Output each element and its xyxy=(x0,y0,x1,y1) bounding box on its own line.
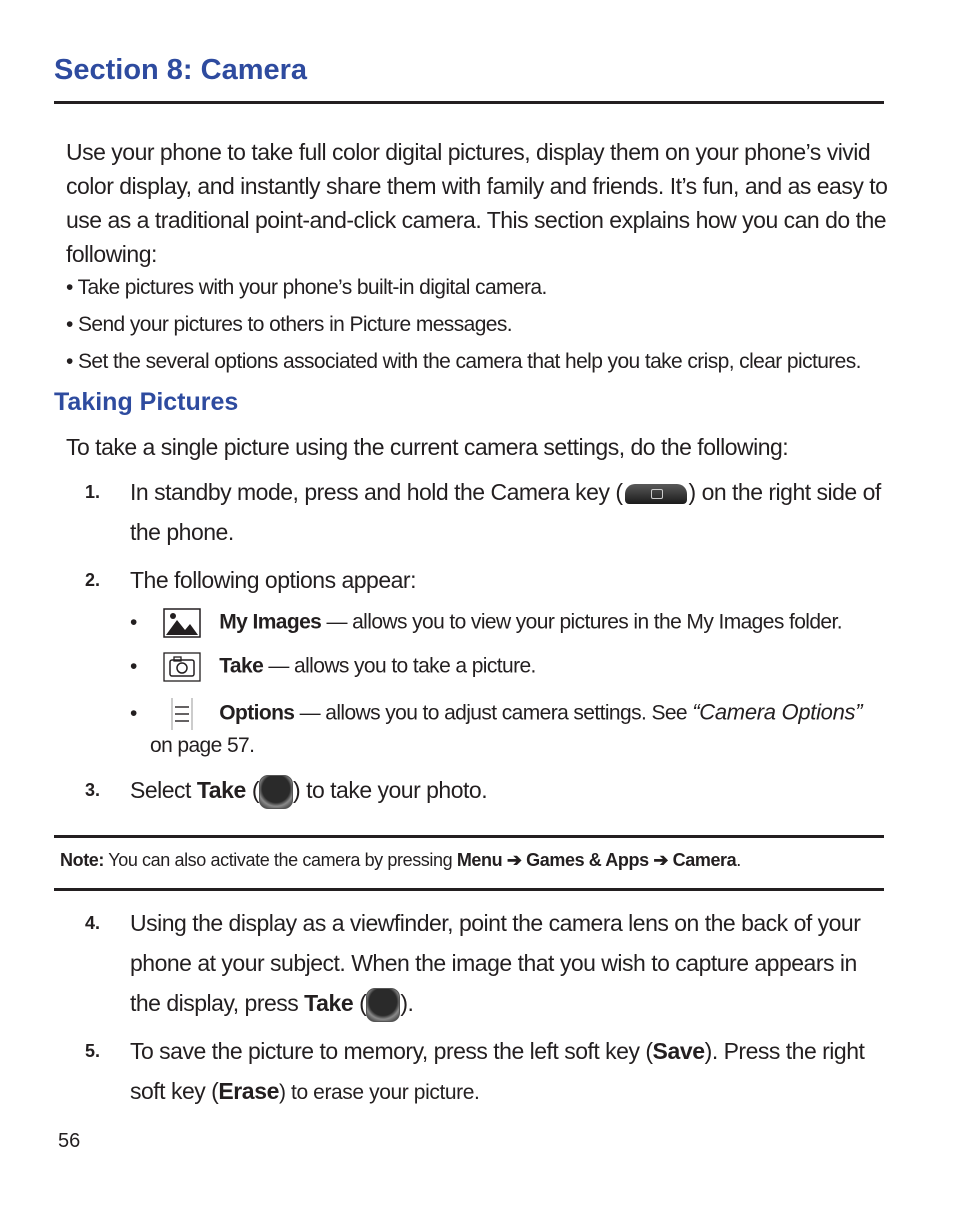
cross-reference-link[interactable]: “Camera Options” xyxy=(692,699,863,725)
option-label: Options xyxy=(219,701,295,725)
step-5-save: Save xyxy=(652,1038,705,1064)
step-5-line-1b: ). Press the right xyxy=(704,1038,865,1064)
note-games: Games & Apps xyxy=(526,850,649,870)
step-2-text: The following options appear: xyxy=(130,567,416,593)
option-bullet: • xyxy=(130,701,137,725)
step-4-bold: Take xyxy=(304,990,354,1016)
step-3-text-a: Select xyxy=(130,777,197,803)
take-button-icon xyxy=(366,988,400,1022)
step-3-bold: Take xyxy=(196,777,246,803)
camera-key-icon xyxy=(625,484,687,504)
option-my-images xyxy=(130,608,842,638)
step-5-number: 5. xyxy=(85,1041,101,1061)
step-5-line-2a: soft key ( xyxy=(130,1078,219,1104)
lead-paragraph: To take a single picture using the current camera settings, do the following: xyxy=(66,434,789,460)
step-5-text xyxy=(130,1031,890,1113)
take-button-icon xyxy=(259,775,293,809)
note-label: Note: xyxy=(60,850,104,870)
step-3-text-c: ) to take your photo. xyxy=(293,777,488,803)
step-4-text xyxy=(130,903,890,1023)
intro-bullet-2: • Send your pictures to others in Picture messages. xyxy=(66,313,512,336)
step-1-number: 1. xyxy=(85,482,101,502)
arrow-icon: ➔ xyxy=(653,850,669,870)
page-title: Section 8: Camera xyxy=(54,54,308,86)
step-5-line-1a: To save the picture to memory, press the left soft key ( xyxy=(130,1038,653,1064)
option-desc: — allows you to adjust camera settings. See xyxy=(294,701,693,725)
option-label: My Images xyxy=(219,610,322,634)
title-rule xyxy=(54,101,884,104)
step-4-line-2: phone at your subject. When the image that you wish to capture appears in xyxy=(130,950,857,976)
note-text: You can also activate the camera by pressing xyxy=(104,850,457,870)
step-4-number: 4. xyxy=(85,913,101,933)
note-menu: Menu xyxy=(456,850,503,870)
option-options-tail: on page 57. xyxy=(150,734,255,757)
camera-icon xyxy=(163,652,201,682)
step-3-number: 3. xyxy=(85,780,101,800)
step-2-number: 2. xyxy=(85,570,101,590)
option-options xyxy=(130,697,862,731)
arrow-icon: ➔ xyxy=(506,850,522,870)
option-desc: — allows you to view your pictures in the My Images folder. xyxy=(321,610,842,634)
step-1-text xyxy=(130,472,890,552)
step-1-text-c: the phone. xyxy=(130,519,234,545)
intro-bullet-1: • Take pictures with your phone’s built-in digital camera. xyxy=(66,276,547,299)
note-camera: Camera xyxy=(672,850,737,870)
step-4-line-3c: ). xyxy=(400,990,414,1016)
option-bullet: • xyxy=(130,610,137,634)
note xyxy=(60,850,741,871)
step-5-line-2b: ) to erase your picture. xyxy=(278,1081,480,1104)
section-heading: Taking Pictures xyxy=(54,388,239,416)
step-3-text-b: ( xyxy=(245,777,260,803)
step-4-line-3b: ( xyxy=(353,990,367,1016)
options-menu-icon xyxy=(163,697,201,731)
step-3-text xyxy=(130,770,890,810)
option-take xyxy=(130,652,536,682)
intro-bullet-3: • Set the several options associated with the camera that help you take crisp, clear pictures. xyxy=(66,350,861,373)
note-end: . xyxy=(736,850,741,870)
step-1-text-b: ) on the right side of xyxy=(688,479,881,505)
intro-paragraph: Use your phone to take full color digital pictures, display them on your phone’s vivid color display, and instantly share them with family and friends. It’s fun, and as easy to use as a traditional point-and-click camera. This section explains how you can do the following: xyxy=(66,139,888,267)
option-desc: — allows you to take a picture. xyxy=(263,654,536,678)
step-4-line-1: Using the display as a viewfinder, point the camera lens on the back of your xyxy=(130,910,861,936)
option-bullet: • xyxy=(130,654,137,678)
step-4-line-3a: the display, press xyxy=(130,990,305,1016)
step-1-text-a: In standby mode, press and hold the Camera key ( xyxy=(130,479,623,505)
page-number: 56 xyxy=(58,1130,81,1152)
step-5-erase: Erase xyxy=(218,1078,279,1104)
my-images-icon xyxy=(163,608,201,638)
option-label: Take xyxy=(219,654,264,678)
